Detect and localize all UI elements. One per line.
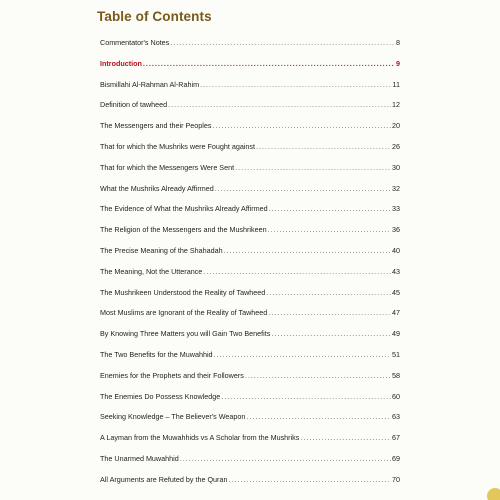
toc-dot-leader — [268, 225, 391, 234]
toc-dot-leader — [271, 329, 391, 338]
toc-entry-label: The Religion of the Messengers and the Mushrikeen — [100, 225, 267, 235]
toc-entry[interactable] — [100, 267, 400, 288]
toc-entry[interactable] — [100, 225, 400, 246]
toc-entry-label: The Two Benefits for the Muwahhid — [100, 349, 213, 359]
toc-entry[interactable] — [100, 184, 400, 205]
toc-entry-page-number: 9 — [396, 58, 400, 68]
toc-dot-leader — [228, 475, 391, 484]
toc-entry[interactable] — [100, 308, 400, 329]
toc-entry-label: A Layman from the Muwahhids vs A Scholar from the Mushriks — [100, 433, 300, 443]
toc-entry[interactable] — [100, 246, 400, 267]
toc-entry-label: What the Mushriks Already Affirmed — [100, 183, 214, 193]
toc-entry-label: Definition of tawheed — [100, 100, 168, 110]
toc-entry-page-number: 40 — [392, 245, 400, 255]
toc-entry-page-number: 26 — [392, 141, 400, 151]
toc-entry[interactable] — [100, 59, 400, 80]
toc-entry-page-number: 49 — [392, 329, 400, 339]
toc-entry[interactable] — [100, 475, 400, 496]
toc-entry-page-number: 11 — [392, 79, 400, 89]
toc-entry[interactable] — [100, 163, 400, 184]
toc-entry-label: The Evidence of What the Mushriks Already Affirmed — [100, 204, 268, 214]
toc-entry-page-number: 36 — [392, 225, 400, 235]
toc-dot-leader — [214, 350, 391, 359]
toc-entry-label: Most Muslims are Ignorant of the Reality of Tawheed — [100, 308, 268, 318]
toc-entry-page-number: 58 — [392, 370, 400, 380]
toc-entry-label: Commentator's Notes — [100, 38, 170, 47]
toc-entry-label: The Messengers and their Peoples — [100, 121, 212, 131]
toc-dot-leader — [180, 454, 391, 463]
toc-entry-label: That for which the Mushriks were Fought against — [100, 141, 256, 151]
toc-entry-label: Enemies for the Prophets and their Followers — [100, 370, 244, 380]
toc-entry-label: The Enemies Do Possess Knowledge — [100, 391, 221, 401]
toc-title: Table of Contents — [97, 9, 212, 24]
toc-dot-leader — [143, 59, 395, 68]
toc-dot-leader — [266, 288, 391, 297]
toc-entry-label: The Mushrikeen Understood the Reality of Tawheed — [100, 287, 266, 297]
toc-dot-leader — [212, 121, 391, 130]
toc-entry[interactable] — [100, 100, 400, 121]
toc-entry[interactable] — [100, 80, 400, 101]
toc-entry[interactable] — [100, 38, 400, 59]
toc-entry[interactable] — [100, 329, 400, 350]
toc-entry-page-number: 43 — [392, 266, 400, 276]
toc-dot-leader — [200, 80, 391, 89]
toc-entry-page-number: 70 — [392, 474, 400, 484]
toc-entry-label: Seeking Knowledge – The Believer's Weapon — [100, 412, 246, 422]
toc-dot-leader — [246, 412, 391, 421]
toc-dot-leader — [224, 246, 391, 255]
toc-dot-leader — [235, 163, 391, 172]
toc-entry-page-number: 67 — [392, 433, 400, 443]
toc-dot-leader — [215, 184, 391, 193]
toc-entry-page-number: 47 — [392, 308, 400, 318]
toc-entry[interactable] — [100, 142, 400, 163]
toc-entry[interactable] — [100, 433, 400, 454]
toc-dot-leader — [256, 142, 391, 151]
toc-entry-page-number: 69 — [392, 453, 400, 463]
toc-entry[interactable] — [100, 392, 400, 413]
toc-entry[interactable] — [100, 371, 400, 392]
toc-entry-label: Bismillahi Al-Rahman Al-Rahim — [100, 79, 200, 89]
toc-dot-leader — [221, 392, 391, 401]
toc-entry-label: The Precise Meaning of the Shahadah — [100, 245, 223, 255]
toc-entry-page-number: 51 — [392, 349, 400, 359]
toc-entry-page-number: 45 — [392, 287, 400, 297]
toc-entry-page-number: 12 — [392, 100, 400, 110]
toc-entry-label: By Knowing Three Matters you will Gain Two Benefits — [100, 329, 271, 339]
toc-dot-leader — [300, 433, 391, 442]
toc-dot-leader — [203, 267, 391, 276]
toc-entry[interactable] — [100, 204, 400, 225]
toc-entry[interactable] — [100, 454, 400, 475]
toc-entry-page-number: 63 — [392, 412, 400, 422]
toc-dot-leader — [245, 371, 391, 380]
toc-dot-leader — [170, 38, 395, 47]
toc-entry-label: Introduction — [100, 58, 142, 68]
toc-entry-label: That for which the Messengers Were Sent — [100, 162, 235, 172]
toc-dot-leader — [269, 204, 391, 213]
toc-entry[interactable] — [100, 121, 400, 142]
toc-entry-page-number: 30 — [392, 162, 400, 172]
toc-entry-page-number: 32 — [392, 183, 400, 193]
toc-entry[interactable] — [100, 412, 400, 433]
toc-list — [100, 38, 400, 496]
toc-entry-label: The Unarmed Muwahhid — [100, 453, 179, 463]
toc-entry-page-number: 20 — [392, 121, 400, 131]
toc-entry-page-number: 60 — [392, 391, 400, 401]
toc-entry-page-number: 33 — [392, 204, 400, 214]
toc-entry-page-number: 8 — [396, 38, 400, 47]
toc-entry[interactable] — [100, 288, 400, 309]
toc-entry[interactable] — [100, 350, 400, 371]
toc-dot-leader — [168, 100, 391, 109]
toc-dot-leader — [268, 308, 391, 317]
toc-entry-label: All Arguments are Refuted by the Quran — [100, 474, 228, 484]
page-corner-mark — [487, 488, 500, 500]
toc-entry-label: The Meaning, Not the Utterance — [100, 266, 203, 276]
